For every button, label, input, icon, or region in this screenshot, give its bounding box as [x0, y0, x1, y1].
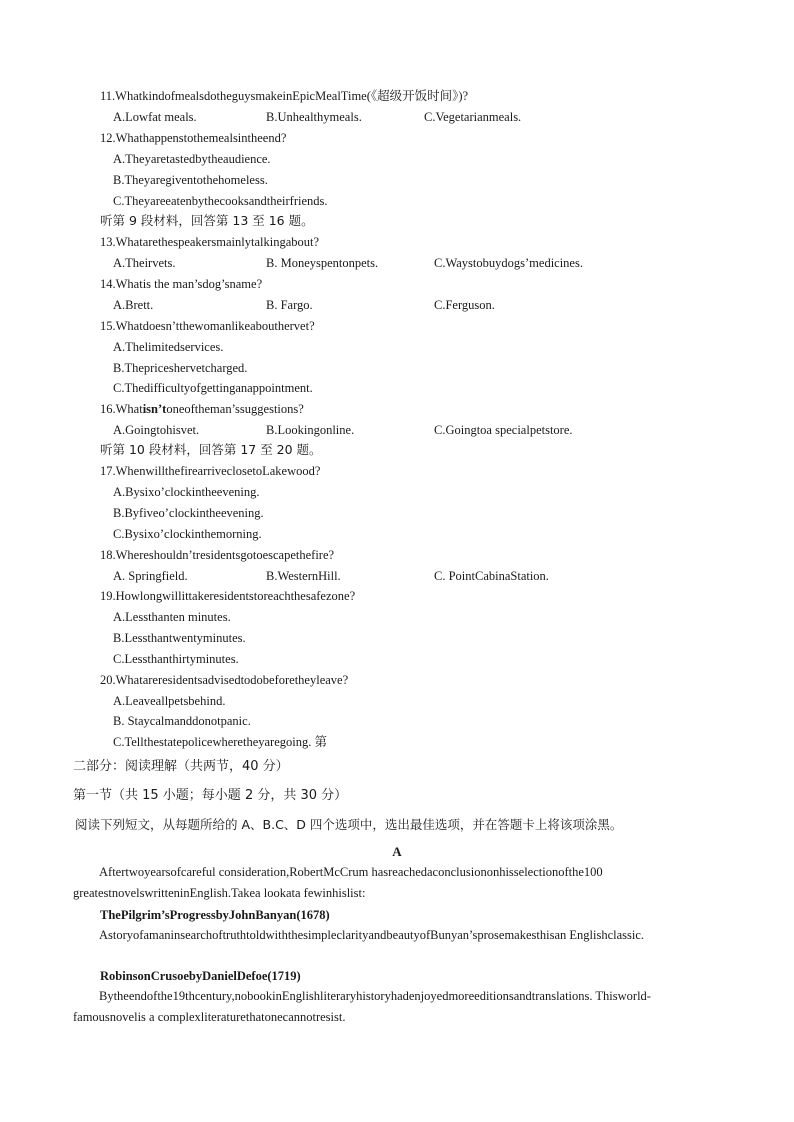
- question-12-option-c: C.Theyareeatenbythecooksandtheirfriends.: [113, 194, 328, 208]
- question-18-option-a: A. Springfield.: [113, 569, 188, 583]
- question-15-option-b: B.Thepriceshervetcharged.: [113, 361, 248, 375]
- book-2-title: RobinsonCrusoebyDanielDefoe(1719): [100, 969, 301, 983]
- question-11-option-a: A.Lowfat meals.: [113, 110, 197, 124]
- question-13-stem: 13.Whatarethespeakersmainlytalkingabout?: [100, 235, 320, 249]
- question-13-option-c: C.Waystobuydogs’medicines.: [434, 256, 583, 270]
- question-17-stem: 17.WhenwillthefirearriveclosetoLakewood?: [100, 464, 321, 478]
- question-16-stem: [100, 401, 304, 417]
- question-20-option-b: B. Staycalmanddonotpanic.: [113, 714, 251, 728]
- passage-intro: Aftertwoyearsofcareful consideration,RobertMcCrum hasreachedaconclusiononhisselectionofthe100 greatestnovelswritteninEnglish.Takea lookata fewinhislist:: [73, 865, 603, 900]
- question-12-stem: 12.Whathappenstothemealsintheend?: [100, 131, 287, 145]
- question-12-option-b: B.Theyaregiventothehomeless.: [113, 173, 268, 187]
- question-19-stem: 19.Howlongwillittakeresidentstoreachthesafezone?: [100, 589, 356, 603]
- question-14-option-a: A.Brett.: [113, 298, 154, 312]
- question-11-stem: 11.WhatkindofmealsdotheguysmakeinEpicMealTime(《超级开饭时间》)?: [100, 89, 469, 103]
- question-18-option-b: B.WesternHill.: [266, 569, 341, 583]
- question-14-stem: 14.Whatis the man’sdog’sname?: [100, 277, 263, 291]
- question-20-option-a: A.Leaveallpetsbehind.: [113, 694, 226, 708]
- part-2-heading: 二部分：阅读理解（共两节，40 分）: [73, 759, 289, 774]
- question-17-option-c: C.Bysixo’clockinthemorning.: [113, 527, 262, 541]
- question-15-option-c: C.Thedifficultyofgettinganappointment.: [113, 381, 313, 395]
- question-17-option-a: A.Bysixo’clockintheevening.: [113, 485, 260, 499]
- question-13-option-b: B. Moneyspentonpets.: [266, 256, 379, 270]
- question-15-stem: 15.Whatdoesn’tthewomanlikeabouthervet?: [100, 319, 315, 333]
- question-16-option-b: B.Lookingonline.: [266, 423, 355, 437]
- question-15-option-a: A.Thelimitedservices.: [113, 340, 224, 354]
- book-1-title: ThePilgrim’sProgressbyJohnBanyan(1678): [100, 908, 330, 922]
- question-18-stem: 18.Whereshouldn’tresidentsgotoescapethefire?: [100, 548, 335, 562]
- question-12-option-a: A.Theyaretastedbytheaudience.: [113, 152, 271, 166]
- passage-letter: A: [392, 844, 402, 859]
- question-16-option-c: C.Goingtoa specialpetstore.: [434, 423, 573, 437]
- book-2-description: Bytheendofthe19thcentury,nobookinEnglishliteraryhistoryhadenjoyedmoreeditionsandtranslations. Thisworld-famousnovelis a complexliteraturethatonecannotresist.: [73, 989, 651, 1024]
- question-19-option-b: B.Lessthantwentyminutes.: [113, 631, 246, 645]
- question-19-option-c: C.Lessthanthirtyminutes.: [113, 652, 239, 666]
- question-20-stem: 20.Whatareresidentsadvisedtodobeforetheyleave?: [100, 673, 349, 687]
- question-19-option-a: A.Lessthanten minutes.: [113, 610, 231, 624]
- question-16-stem-emphasis: isn’t: [142, 402, 167, 416]
- question-14-option-b: B. Fargo.: [266, 298, 313, 312]
- question-11-option-b: B.Unhealthymeals.: [266, 110, 362, 124]
- section-10-heading: 听第 10 段材料，回答第 17 至 20 题。: [100, 442, 322, 457]
- book-1-description: AstoryofamaninsearchoftruthtoldwiththesimpleclarityandbeautyofBunyan’sprosemakesthisan Englishclassic.: [99, 928, 645, 942]
- question-16-option-a: A.Goingtohisvet.: [113, 423, 200, 437]
- question-17-option-b: B.Byfiveo’clockintheevening.: [113, 506, 264, 520]
- reading-instruction: 阅读下列短文，从每题所给的 A、B.C、D 四个选项中，选出最佳选项，并在答题卡上将该项涂黑。: [75, 817, 623, 832]
- question-18-option-c: C. PointCabinaStation.: [434, 569, 549, 583]
- section-1-heading: 第一节（共 15 小题；每小题 2 分，共 30 分）: [73, 788, 348, 803]
- section-9-heading: 听第 9 段材料，回答第 13 至 16 题。: [100, 213, 314, 228]
- question-16-stem-post: oneoftheman’ssuggestions?: [166, 402, 304, 416]
- question-13-option-a: A.Theirvets.: [113, 256, 176, 270]
- question-11-option-c: C.Vegetarianmeals.: [424, 110, 522, 124]
- question-16-stem-pre: 16.What: [100, 402, 143, 416]
- question-14-option-c: C.Ferguson.: [434, 298, 495, 312]
- question-20-option-c: C.Tellthestatepolicewheretheyaregoing. 第: [113, 735, 327, 749]
